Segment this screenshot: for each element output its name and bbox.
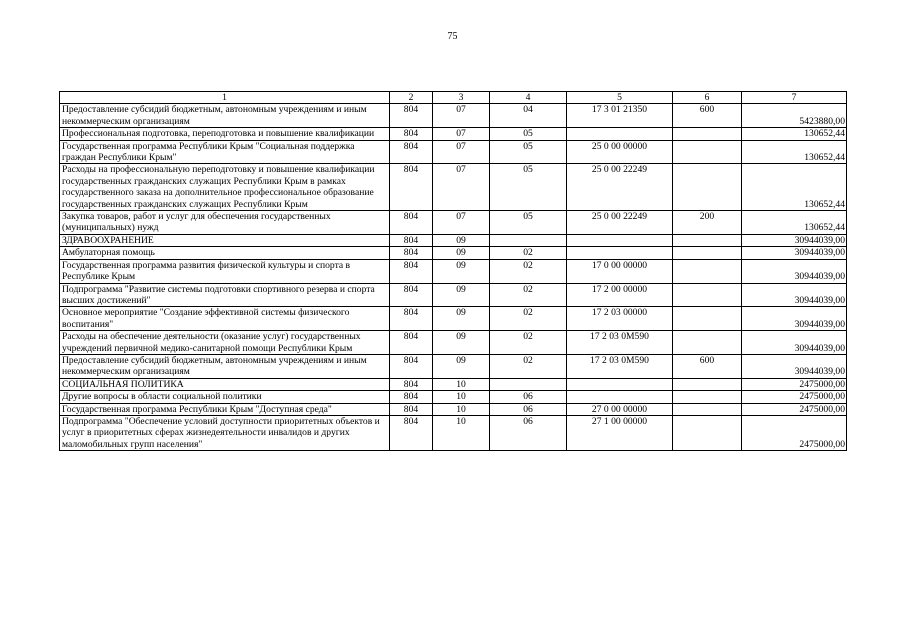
table-row [60,354,847,378]
row-section-cell: 10 [433,391,490,403]
row-amount-cell: 30944039,00 [742,247,847,259]
row-expense-type-cell [673,391,742,403]
row-target-article-cell: 17 2 03 0М590 [567,331,673,355]
row-name-cell: Амбулаторная помощь [60,247,390,259]
row-expense-type-cell [673,247,742,259]
row-target-article-cell: 17 2 03 0М590 [567,354,673,378]
row-code-cell: 804 [390,211,433,235]
row-name-cell: Основное мероприятие "Создание эффективной системы физического воспитания" [60,307,390,331]
row-target-article-cell: 17 0 00 00000 [567,259,673,283]
row-section-cell: 09 [433,234,490,246]
row-target-article-cell: 17 2 00 00000 [567,283,673,307]
row-code-cell: 804 [390,104,433,128]
row-code-cell: 804 [390,164,433,211]
row-expense-type-cell [673,307,742,331]
row-section-cell: 09 [433,247,490,259]
row-name-cell: Закупка товаров, работ и услуг для обеспечения государственных (муниципальных) нужд [60,211,390,235]
row-target-article-cell: 17 2 03 00000 [567,307,673,331]
row-expense-type-cell: 600 [673,354,742,378]
table-row [60,128,847,140]
row-code-cell: 804 [390,415,433,450]
column-header: 3 [433,92,490,104]
table-row [60,140,847,164]
page-number: 75 [447,31,458,42]
row-name-cell: СОЦИАЛЬНАЯ ПОЛИТИКА [60,378,390,390]
row-code-cell: 804 [390,259,433,283]
row-subsection-cell: 05 [490,128,567,140]
row-amount-cell: 2475000,00 [742,391,847,403]
column-header: 6 [673,92,742,104]
row-code-cell: 804 [390,128,433,140]
row-amount-cell: 130652,44 [742,140,847,164]
row-subsection-cell: 02 [490,307,567,331]
row-target-article-cell [567,128,673,140]
table-row [60,247,847,259]
row-target-article-cell: 27 1 00 00000 [567,415,673,450]
header-row [60,92,847,104]
row-subsection-cell: 02 [490,259,567,283]
row-section-cell: 10 [433,378,490,390]
row-section-cell: 07 [433,104,490,128]
row-expense-type-cell [673,164,742,211]
row-target-article-cell [567,234,673,246]
column-header: 7 [742,92,847,104]
row-subsection-cell [490,234,567,246]
table-row [60,403,847,415]
row-code-cell: 804 [390,331,433,355]
row-subsection-cell: 02 [490,331,567,355]
row-expense-type-cell [673,378,742,390]
row-amount-cell: 2475000,00 [742,415,847,450]
table-row [60,378,847,390]
column-header: 4 [490,92,567,104]
row-expense-type-cell [673,415,742,450]
row-section-cell: 10 [433,415,490,450]
row-section-cell: 09 [433,283,490,307]
row-expense-type-cell [673,259,742,283]
row-amount-cell: 130652,44 [742,164,847,211]
row-target-article-cell [567,378,673,390]
row-name-cell: Другие вопросы в области социальной политики [60,391,390,403]
row-code-cell: 804 [390,403,433,415]
row-name-cell: Государственная программа Республики Крым "Доступная среда" [60,403,390,415]
row-expense-type-cell: 200 [673,211,742,235]
row-amount-cell: 30944039,00 [742,354,847,378]
row-expense-type-cell [673,140,742,164]
table-row [60,234,847,246]
row-subsection-cell: 02 [490,354,567,378]
column-header: 2 [390,92,433,104]
table-row [60,104,847,128]
row-code-cell: 804 [390,307,433,331]
row-subsection-cell: 02 [490,247,567,259]
row-code-cell: 804 [390,378,433,390]
row-name-cell: ЗДРАВООХРАНЕНИЕ [60,234,390,246]
row-target-article-cell: 25 0 00 22249 [567,211,673,235]
row-expense-type-cell [673,234,742,246]
row-subsection-cell [490,378,567,390]
row-section-cell: 09 [433,354,490,378]
row-target-article-cell: 17 3 01 21350 [567,104,673,128]
table-row [60,283,847,307]
row-expense-type-cell [673,331,742,355]
row-section-cell: 07 [433,128,490,140]
table-row [60,259,847,283]
budget-table [59,91,847,451]
row-section-cell: 09 [433,307,490,331]
row-amount-cell: 2475000,00 [742,378,847,390]
column-header: 5 [567,92,673,104]
row-code-cell: 804 [390,391,433,403]
row-amount-cell: 30944039,00 [742,234,847,246]
row-target-article-cell: 27 0 00 00000 [567,403,673,415]
row-name-cell: Государственная программа развития физической культуры и спорта в Республике Крым [60,259,390,283]
row-amount-cell: 30944039,00 [742,307,847,331]
table-row [60,415,847,450]
row-code-cell: 804 [390,234,433,246]
row-name-cell: Подпрограмма "Развитие системы подготовки спортивного резерва и спорта высших достижений" [60,283,390,307]
row-section-cell: 07 [433,211,490,235]
row-name-cell: Расходы на профессиональную переподготовку и повышение квалификации государственных гражданских служащих Республики Крым в рамках государственного заказа на дополнительное профессиональное образование государственных гражданских служащих Республики Крым [60,164,390,211]
table-row [60,307,847,331]
row-amount-cell: 2475000,00 [742,403,847,415]
row-section-cell: 09 [433,259,490,283]
row-code-cell: 804 [390,354,433,378]
row-expense-type-cell: 600 [673,104,742,128]
row-section-cell: 09 [433,331,490,355]
row-name-cell: Предоставление субсидий бюджетным, автономным учреждениям и иным некоммерческим организациям [60,104,390,128]
row-name-cell: Расходы на обеспечение деятельности (оказание услуг) государственных учреждений первичной медико-санитарной помощи Республики Крым [60,331,390,355]
row-subsection-cell: 04 [490,104,567,128]
row-amount-cell: 130652,44 [742,128,847,140]
row-target-article-cell: 25 0 00 00000 [567,140,673,164]
row-section-cell: 07 [433,164,490,211]
row-section-cell: 10 [433,403,490,415]
row-target-article-cell [567,391,673,403]
row-code-cell: 804 [390,283,433,307]
row-subsection-cell: 02 [490,283,567,307]
row-amount-cell: 5423880,00 [742,104,847,128]
row-amount-cell: 30944039,00 [742,331,847,355]
row-name-cell: Профессиональная подготовка, переподготовка и повышение квалификации [60,128,390,140]
row-subsection-cell: 05 [490,211,567,235]
row-expense-type-cell [673,128,742,140]
column-header: 1 [60,92,390,104]
row-amount-cell: 30944039,00 [742,283,847,307]
row-target-article-cell: 25 0 00 22249 [567,164,673,211]
row-subsection-cell: 06 [490,403,567,415]
row-code-cell: 804 [390,140,433,164]
row-amount-cell: 30944039,00 [742,259,847,283]
row-expense-type-cell [673,403,742,415]
row-name-cell: Предоставление субсидий бюджетным, автономным учреждениям и иным некоммерческим организациям [60,354,390,378]
row-expense-type-cell [673,283,742,307]
row-name-cell: Государственная программа Республики Крым "Социальная поддержка граждан Республики Крым" [60,140,390,164]
row-target-article-cell [567,247,673,259]
row-subsection-cell: 05 [490,140,567,164]
table-row [60,164,847,211]
row-subsection-cell: 05 [490,164,567,211]
table-row [60,331,847,355]
table-row [60,211,847,235]
row-name-cell: Подпрограмма "Обеспечение условий доступности приоритетных объектов и услуг в приоритетных сферах жизнедеятельности инвалидов и других маломобильных групп населения" [60,415,390,450]
row-amount-cell: 130652,44 [742,211,847,235]
row-subsection-cell: 06 [490,391,567,403]
row-subsection-cell: 06 [490,415,567,450]
table-row [60,391,847,403]
row-section-cell: 07 [433,140,490,164]
row-code-cell: 804 [390,247,433,259]
